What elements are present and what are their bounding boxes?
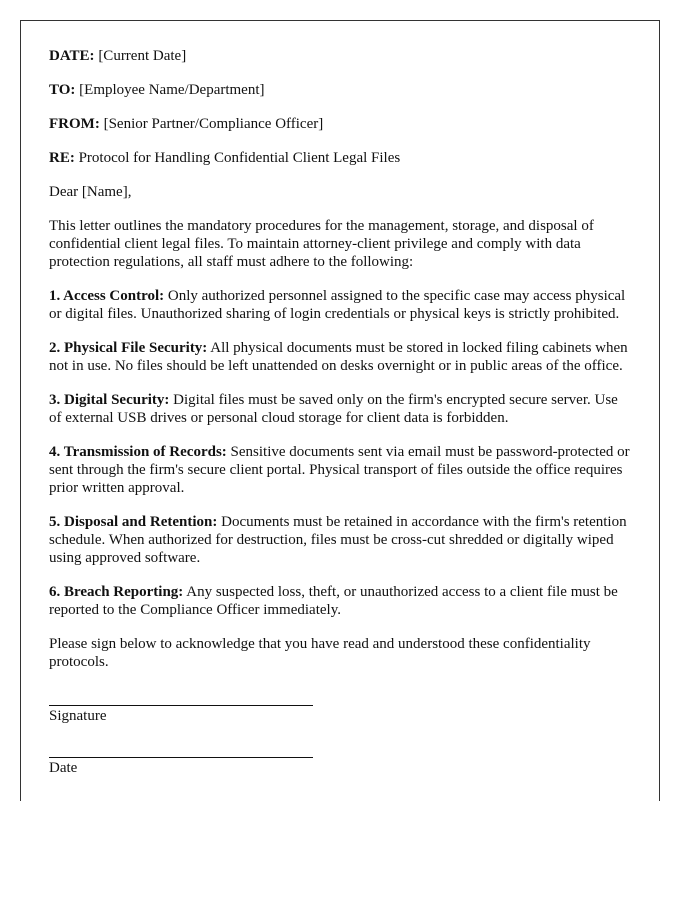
protocol-item-breach-reporting (49, 583, 631, 619)
item-text: Only authorized personnel assigned to the specific case may access physical or digital files. Unauthorized sharing of login credentials or physical keys is strictly prohibited. (49, 288, 626, 322)
re-field (49, 149, 631, 167)
date-signature-label: Date (49, 760, 78, 776)
salutation: Dear [Name], (49, 184, 132, 200)
protocol-item-disposal (49, 513, 631, 567)
signature-line[interactable] (49, 705, 313, 706)
date-value: [Current Date] (98, 48, 187, 64)
letter-document (20, 20, 660, 801)
item-text: Digital files must be saved only on the firm's encrypted secure server. Use of external USB drives or personal cloud storage for client data is forbidden. (49, 392, 618, 426)
signature-label: Signature (49, 708, 107, 724)
from-value: [Senior Partner/Compliance Officer] (103, 116, 324, 132)
item-text: Sensitive documents sent via email must be password-protected or sent through the firm's secure client portal. Physical transport of files outside the office requires prior written approval. (49, 444, 630, 496)
re-value: Protocol for Handling Confidential Client Legal Files (78, 150, 401, 166)
protocol-item-access-control (49, 287, 631, 323)
item-title: 4. Transmission of Records: (49, 444, 227, 460)
item-text: Any suspected loss, theft, or unauthorized access to a client file must be reported to the Compliance Officer immediately. (49, 584, 618, 618)
item-title: 5. Disposal and Retention: (49, 514, 218, 530)
closing-paragraph: Please sign below to acknowledge that you have read and understood these confidentiality protocols. (49, 636, 591, 670)
from-label: FROM: (49, 116, 100, 132)
date-line[interactable] (49, 757, 313, 758)
date-field (49, 47, 631, 65)
to-field (49, 81, 631, 99)
re-label: RE: (49, 150, 75, 166)
date-label: DATE: (49, 48, 95, 64)
signature-block (49, 705, 631, 725)
item-title: 3. Digital Security: (49, 392, 170, 408)
date-signature-block (49, 757, 631, 777)
to-label: TO: (49, 82, 76, 98)
item-title: 1. Access Control: (49, 288, 165, 304)
item-title: 2. Physical File Security: (49, 340, 208, 356)
to-value: [Employee Name/Department] (79, 82, 265, 98)
protocol-item-digital-security (49, 391, 631, 427)
item-text: Documents must be retained in accordance with the firm's retention schedule. When authorized for destruction, files must be cross-cut shredded or digitally wiped using approved software. (49, 514, 627, 566)
protocol-item-transmission (49, 443, 631, 497)
protocol-item-physical-security (49, 339, 631, 375)
from-field (49, 115, 631, 133)
item-text: All physical documents must be stored in locked filing cabinets when not in use. No files should be left unattended on desks overnight or in public areas of the office. (49, 340, 628, 374)
intro-paragraph: This letter outlines the mandatory procedures for the management, storage, and disposal of confidential client legal files. To maintain attorney-client privilege and comply with data protection regulations, all staff must adhere to the following: (49, 218, 594, 270)
item-title: 6. Breach Reporting: (49, 584, 184, 600)
